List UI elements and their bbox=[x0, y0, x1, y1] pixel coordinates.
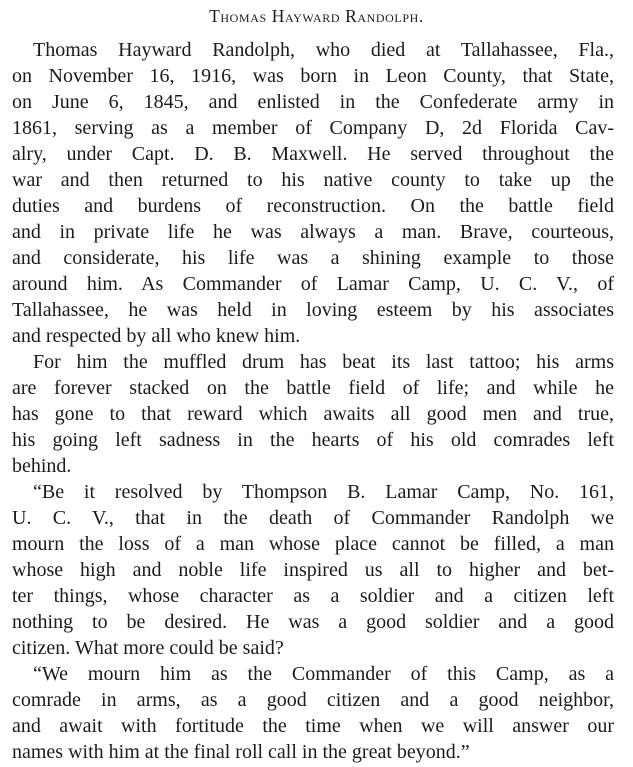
text-line: For him the muffled drum has beat its last tattoo; his arms bbox=[33, 351, 614, 373]
text-line: has gone to that reward which awaits all good men and true, bbox=[12, 403, 614, 425]
text-line: names with him at the final roll call in the great beyond.” bbox=[12, 741, 470, 763]
text-line: “We mourn him as the Commander of this Camp, as a bbox=[33, 663, 614, 685]
text-line: around him. As Commander of Lamar Camp, U. C. V., of bbox=[12, 273, 614, 295]
text-line: on November 16, 1916, was born in Leon County, that State, bbox=[12, 65, 614, 87]
text-line: alry, under Capt. D. B. Maxwell. He served throughout the bbox=[12, 143, 614, 165]
text-line: U. C. V., that in the death of Commander Randolph we bbox=[12, 507, 614, 529]
text-line: nothing to be desired. He was a good soldier and a good bbox=[12, 611, 614, 633]
text-line: citizen. What more could be said? bbox=[12, 637, 284, 659]
text-line: and respected by all who knew him. bbox=[12, 325, 301, 347]
text-line: Tallahassee, he was held in loving esteem by his associates bbox=[12, 299, 614, 321]
article-title: Thomas Hayward Randolph. bbox=[209, 6, 424, 26]
text-line: ter things, whose character as a soldier and a citizen left bbox=[12, 585, 614, 607]
text-line: duties and burdens of reconstruction. On the battle field bbox=[12, 195, 614, 217]
text-line: mourn the loss of a man whose place cannot be filled, a man bbox=[12, 533, 614, 555]
text-line: on June 6, 1845, and enlisted in the Confederate army in bbox=[12, 91, 614, 113]
text-line: Thomas Hayward Randolph, who died at Tallahassee, Fla., bbox=[33, 39, 614, 61]
text-line: 1861, serving as a member of Company D, 2d Florida Cav- bbox=[12, 117, 614, 139]
text-line: comrade in arms, as a good citizen and a good neighbor, bbox=[12, 689, 614, 711]
text-line: behind. bbox=[12, 455, 72, 477]
text-line: whose high and noble life inspired us all to higher and bet- bbox=[12, 559, 614, 581]
text-line: “Be it resolved by Thompson B. Lamar Camp, No. 161, bbox=[33, 481, 614, 503]
text-line: his going left sadness in the hearts of his old comrades left bbox=[12, 429, 614, 451]
text-line: and considerate, his life was a shining example to those bbox=[12, 247, 614, 269]
text-line: are forever stacked on the battle field of life; and while he bbox=[12, 377, 614, 399]
text-line: and await with fortitude the time when we will answer our bbox=[12, 715, 614, 737]
text-line: and in private life he was always a man. Brave, courteous, bbox=[12, 221, 614, 243]
text-line: war and then returned to his native county to take up the bbox=[12, 169, 614, 191]
